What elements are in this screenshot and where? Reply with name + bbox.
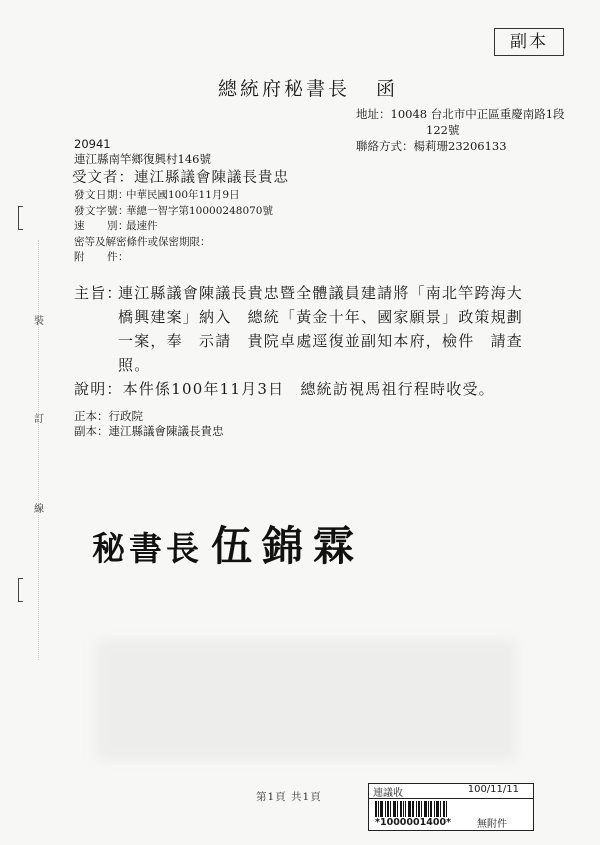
copy-stamp: 副本 [494,28,564,56]
recipient-name: 連江縣議會陳議長貴忠 [134,170,289,186]
meta-block [74,188,273,266]
meta-row-speed: 速 別：最速件 [74,220,158,232]
receipt-header [369,784,533,799]
subject-line-4: 照。 [118,356,151,374]
signature-name: 伍錦霖 [211,522,364,570]
explanation-text: 本件係100年11月3日 總統訪視馬祖行程時收受。 [122,380,495,398]
recipient-zip: 20941 [74,137,111,151]
binding-bracket [18,578,23,602]
binding-guide-line [38,240,39,660]
meta-row-attachment: 附 件： [74,251,129,263]
attachment-note: 無附件 [477,819,507,830]
recipient-row [72,166,289,187]
meta-row-date: 發文日期：中華民國100年11月9日 [74,189,240,201]
explanation-label: 說明： [74,380,123,398]
meta-row-secrecy: 密等及解密條件或保密期限： [74,235,211,248]
binding-mark-ding: 訂 [34,414,44,425]
meta-row-number: 發文字號：華總一智字第10000248070號 [74,204,273,217]
recipient-address: 連江縣南竿鄉復興村146號 [74,152,211,166]
subject-label: 主旨： [74,284,123,302]
subject-line-1: 連江縣議會陳議長貴忠暨全體議員建請將「南北竿跨海大 [118,284,524,302]
contact-value: 楊莉珊23206133 [413,139,507,153]
receipt-stamp [368,783,534,831]
main-recipient: 行政院 [108,409,143,423]
barcode [375,801,467,817]
main-recipient-row: 正本：行政院 [74,409,143,423]
document-type: 函 [376,78,399,100]
address-row [356,106,565,122]
contact-label: 聯絡方式： [356,139,414,153]
receipt-office: 連議收 [373,788,403,799]
recipient-label: 受文者： [72,170,134,186]
contact-row [356,138,507,154]
address-line1: 10048 台北市中正區重慶南路1段 [390,107,565,121]
bleed-through-shadow [96,640,516,760]
page-number: 第1頁 共1頁 [256,791,322,803]
copy-recipient-row: 副本：連江縣議會陳議長貴忠 [74,424,224,438]
copy-recipient: 連江縣議會陳議長貴忠 [108,424,224,438]
subject-line-3: 一案，奉 示請 貴院卓處逕復並副知本府，檢件 請查 [118,332,524,350]
address-line2: 122號 [426,123,460,137]
binding-bracket [18,206,23,230]
explanation-row [74,378,495,399]
document-title [218,74,398,101]
subject-line-2: 橋興建案」納入 總統「黃金十年、國家願景」政策規劃 [118,308,524,326]
receipt-date: 100/11/11 [467,784,519,795]
address-label: 地址： [356,107,391,121]
signature-title: 秘書長 [92,529,203,568]
signature-block [92,513,364,572]
issuing-office: 總統府秘書長 [218,78,351,100]
binding-mark-xian: 線 [34,504,44,515]
binding-mark-zhuang: 裝 [34,316,44,327]
barcode-number: *1000001400* [375,817,452,828]
